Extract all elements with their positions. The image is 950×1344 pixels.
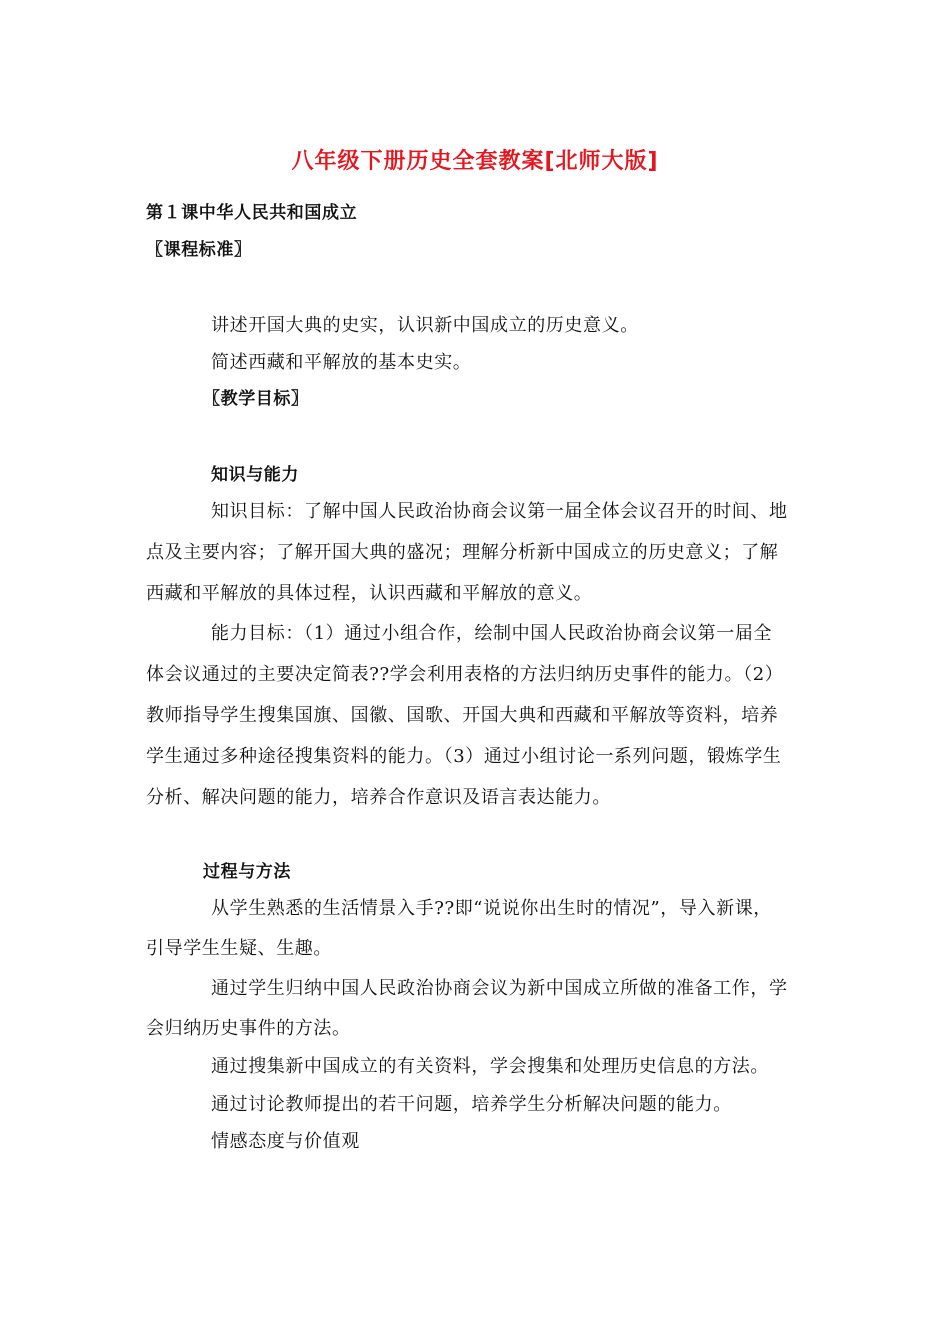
knowledge-goal-line: 点及主要内容；了解开国大典的盛况；理解分析新中国成立的历史意义；了解	[146, 542, 779, 563]
ability-goal-line: 分析、解决问题的能力，培养合作意识及语言表达能力。	[146, 787, 611, 808]
ability-goal-line: 学生通过多种途径搜集资料的能力。（3）通过小组讨论一系列问题，锻炼学生	[146, 746, 782, 767]
process-method-line: 从学生熟悉的生活情景入手??即“说说你出生时的情况”，导入新课，	[211, 898, 772, 919]
teaching-goals-heading: 〖教学目标〗	[203, 389, 309, 409]
process-method-line: 通过搜集新中国成立的有关资料，学会搜集和处理历史信息的方法。	[211, 1056, 769, 1077]
lesson-heading: 第１课中华人民共和国成立	[146, 203, 358, 223]
process-method-line: 通过讨论教师提出的若干问题，培养学生分析解决问题的能力。	[211, 1094, 732, 1115]
ability-goal-line: 体会议通过的主要决定简表??学会利用表格的方法归纳历史事件的能力。（2）	[146, 664, 784, 685]
emotion-values-heading: 情感态度与价值观	[211, 1131, 360, 1152]
ability-goal-line: 教师指导学生搜集国旗、国徽、国歌、开国大典和西藏和平解放等资料，培养	[146, 705, 779, 726]
ability-goal-line: 能力目标：（1）通过小组合作，绘制中国人民政治协商会议第一届全	[211, 623, 773, 644]
knowledge-goal-line: 知识目标：了解中国人民政治协商会议第一届全体会议召开的时间、地	[211, 501, 788, 522]
document-title: 八年级下册历史全套教案[北师大版]	[291, 149, 659, 174]
process-method-line: 通过学生归纳中国人民政治协商会议为新中国成立所做的准备工作，学	[211, 978, 788, 999]
knowledge-ability-heading: 知识与能力	[211, 465, 299, 485]
curriculum-standard-item: 讲述开国大典的史实，认识新中国成立的历史意义。	[211, 315, 639, 336]
curriculum-standard-item: 简述西藏和平解放的基本史实。	[211, 352, 472, 373]
process-method-line: 引导学生生疑、生趣。	[146, 938, 332, 959]
knowledge-goal-line: 西藏和平解放的具体过程，认识西藏和平解放的意义。	[146, 583, 593, 604]
process-method-heading: 过程与方法	[203, 862, 291, 882]
process-method-line: 会归纳历史事件的方法。	[146, 1018, 351, 1039]
curriculum-standard-heading: 〖课程标准〗	[146, 240, 252, 260]
